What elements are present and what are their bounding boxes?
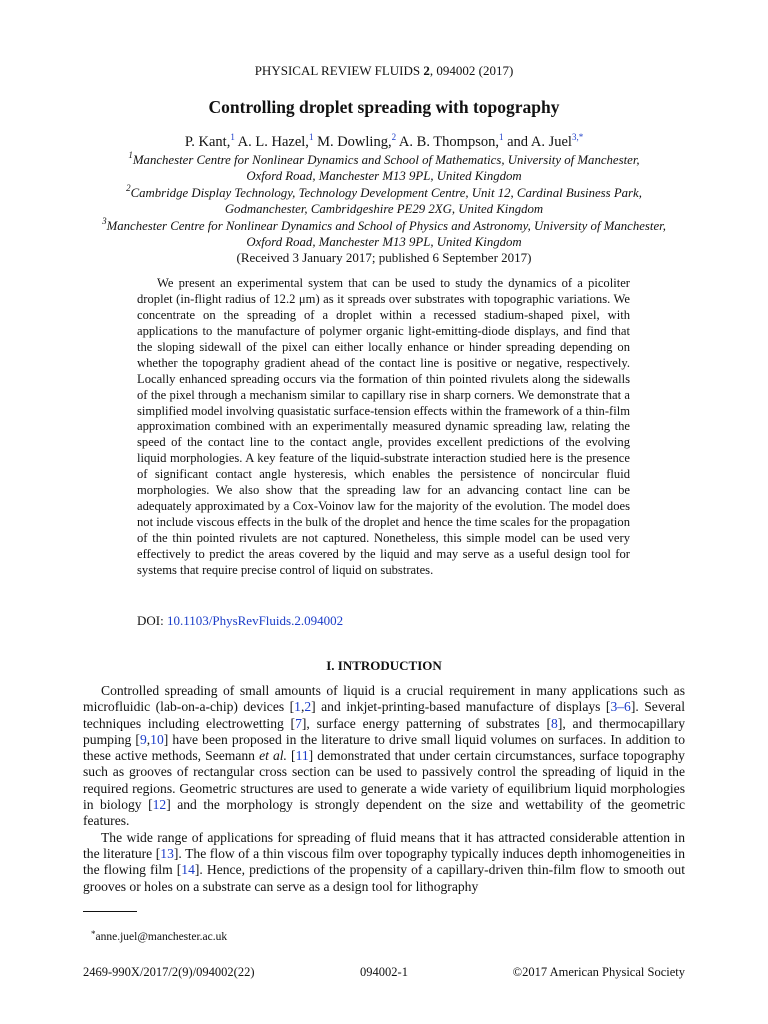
affiliation-line: Godmanchester, Cambridgeshire PE29 2XG, United Kingdom	[224, 202, 544, 216]
footnote-mark: *	[91, 929, 96, 939]
citation-link[interactable]: 8	[551, 715, 558, 731]
text-run: ,	[146, 731, 151, 747]
citation-link[interactable]: 13	[160, 845, 174, 861]
affiliation-2	[0, 185, 768, 217]
text-run: Controlled spreading of small amounts of liquid is a crucial requirement in many applications such as microfluidic (lab-on-a-chip) devices [	[83, 683, 685, 715]
abstract-text: We present an experimental system that can be used to study the dynamics of a picoliter droplet (in-flight radius of 12.2 μm) as it spreads over substrates with topographic variations. We concentrate on the spreading of a droplet within a recessed stadium-shaped pixel, with applications to the manufacture of polymer organic light-emitting-diode displays, and find that the sloping sidewall of the pixel can either locally enhance or hinder spreading depending on whether the topography gradient ahead of the contact line is positive or negative, respectively. Locally enhanced spreading occurs via the formation of thin pointed rivulets along the sidewalls of the pixel through a mechanism similar to capillary rise in sharp corners. We demonstrate that a simplified model involving quasistatic surface-tension effects within the framework of a thin-film approximation combined with an experimentally measured dynamic spreading law, relating the speed of the contact line to the contact angle, provides excellent predictions of the evolving liquid morphologies. A key feature of the liquid-substrate interaction studied here is the presence of significant contact angle hysteresis, which enables the persistence of noncircular fluid morphologies. We also show that the spreading law for an advancing contact line can be adequately approximated by a Cox-Voinov law for the majority of the evolution. The model does not include viscous effects in the bulk of the droplet and hence the time scales for the propagation of the thin pointed rivulets are not captured. Nonetheless, this simple model can be used very effectively to predict the areas covered by the liquid and may serve as a useful design tool for systems that require precise control of liquid on substrates.	[137, 276, 630, 577]
footer-copyright: ©2017 American Physical Society	[512, 965, 685, 979]
text-run: ] have been proposed in the literature to drive small liquid volumes on surfaces. In addition to these active methods, Seemann	[83, 731, 685, 764]
citation-link[interactable]: 7	[295, 715, 302, 731]
text-run: ]. Hence, predictions of the propensity of a capillary-driven thin-film flow to smooth out grooves or holes on a substrate can serve as a design tool for lithography	[83, 862, 685, 894]
author-affiliation-mark[interactable]: 3,*	[571, 132, 584, 142]
affiliation-number: 2	[126, 183, 131, 193]
author: A. B. Thompson,	[398, 134, 499, 150]
paragraph	[83, 683, 685, 830]
footer-issn: 2469-990X/2017/2(9)/094002(22)	[83, 965, 255, 979]
author-affiliation-mark[interactable]: 1	[498, 132, 504, 142]
footnote-rule	[83, 911, 137, 912]
journal-name: PHYSICAL REVIEW FLUIDS	[254, 63, 424, 78]
author-affiliation-mark[interactable]: 1	[308, 132, 314, 142]
author: P. Kant,	[184, 134, 231, 150]
citation-link[interactable]: 2	[304, 699, 312, 715]
journal-header	[0, 63, 768, 79]
introduction-body	[83, 683, 685, 895]
paragraph	[83, 830, 685, 895]
text-run: [	[286, 748, 296, 764]
text-run: ,	[300, 699, 305, 715]
doi-line	[137, 613, 343, 629]
doi-link[interactable]: 10.1103/PhysRevFluids.2.094002	[166, 613, 344, 628]
abstract	[137, 276, 630, 579]
affiliation-number: 3	[102, 216, 107, 226]
affiliation-line: Manchester Centre for Nonlinear Dynamics and School of Physics and Astronomy, University of Manchester,	[106, 219, 666, 233]
affiliation-line: Oxford Road, Manchester M13 9PL, United Kingdom	[246, 235, 522, 249]
affiliation-line: Oxford Road, Manchester M13 9PL, United Kingdom	[246, 169, 522, 183]
footer-page-number: 094002-1	[360, 965, 408, 979]
text-run: ]. Several techniques including electrowetting [	[83, 699, 685, 731]
citation-link[interactable]: 9	[139, 731, 147, 747]
text-run: ], surface energy patterning of substrates [	[301, 715, 552, 731]
text-run: ], and thermocapillary pumping [	[83, 715, 685, 747]
text-run: ] demonstrated that under certain circumstances, surface topography such as grooves of rectangular cross section can be used to passively control the spreading of liquid in the required regions. Geometric structures are used to generate a wide variety of equilibrium liquid morphologies in biology [	[83, 748, 685, 813]
doi-label: DOI:	[137, 613, 167, 628]
text-run: et al.	[259, 748, 287, 764]
citation-link[interactable]: 12	[152, 797, 167, 813]
footnote	[91, 931, 227, 943]
affiliation-3	[0, 218, 768, 250]
citation-link[interactable]: 14	[181, 862, 195, 878]
author: A. L. Hazel,	[237, 134, 309, 150]
citation-link[interactable]: 1	[294, 699, 301, 715]
citation-link[interactable]: 3–6	[610, 699, 631, 715]
author-affiliation-mark[interactable]: 2	[391, 132, 397, 142]
text-run: ] and inkjet-printing-based manufacture of displays [	[311, 699, 611, 715]
affiliation-line: Manchester Centre for Nonlinear Dynamics and School of Mathematics, University of Manchester,	[132, 153, 640, 167]
affiliation-line: Cambridge Display Technology, Technology Development Centre, Unit 12, Cardinal Business Park,	[130, 186, 642, 200]
affiliation-number: 1	[128, 150, 133, 160]
journal-citation: , 094002 (2017)	[429, 63, 514, 78]
author: M. Dowling,	[317, 134, 392, 150]
author-affiliation-mark[interactable]: 1	[230, 132, 235, 142]
citation-link[interactable]: 10	[150, 731, 164, 747]
paper-title: Controlling droplet spreading with topography	[208, 97, 560, 117]
text-run: The wide range of applications for spreading of fluid means that it has attracted considerable attention in the literature [	[83, 829, 685, 861]
received-dates: (Received 3 January 2017; published 6 September 2017)	[236, 250, 532, 265]
author-list	[0, 134, 768, 151]
citation-link[interactable]: 11	[295, 748, 309, 764]
text-run: ]. The flow of a thin viscous film over topography typically induces depth inhomogeneities in the flowing film [	[83, 845, 685, 878]
author: and A. Juel	[507, 134, 572, 150]
text-run: ] and the morphology is strongly dependent on the size and wettability of the geometric features.	[83, 797, 685, 829]
affiliation-1	[0, 152, 768, 184]
section-heading: I. INTRODUCTION	[326, 658, 442, 673]
footnote-email[interactable]: anne.juel@manchester.ac.uk	[95, 931, 228, 943]
journal-volume: 2	[423, 63, 430, 78]
